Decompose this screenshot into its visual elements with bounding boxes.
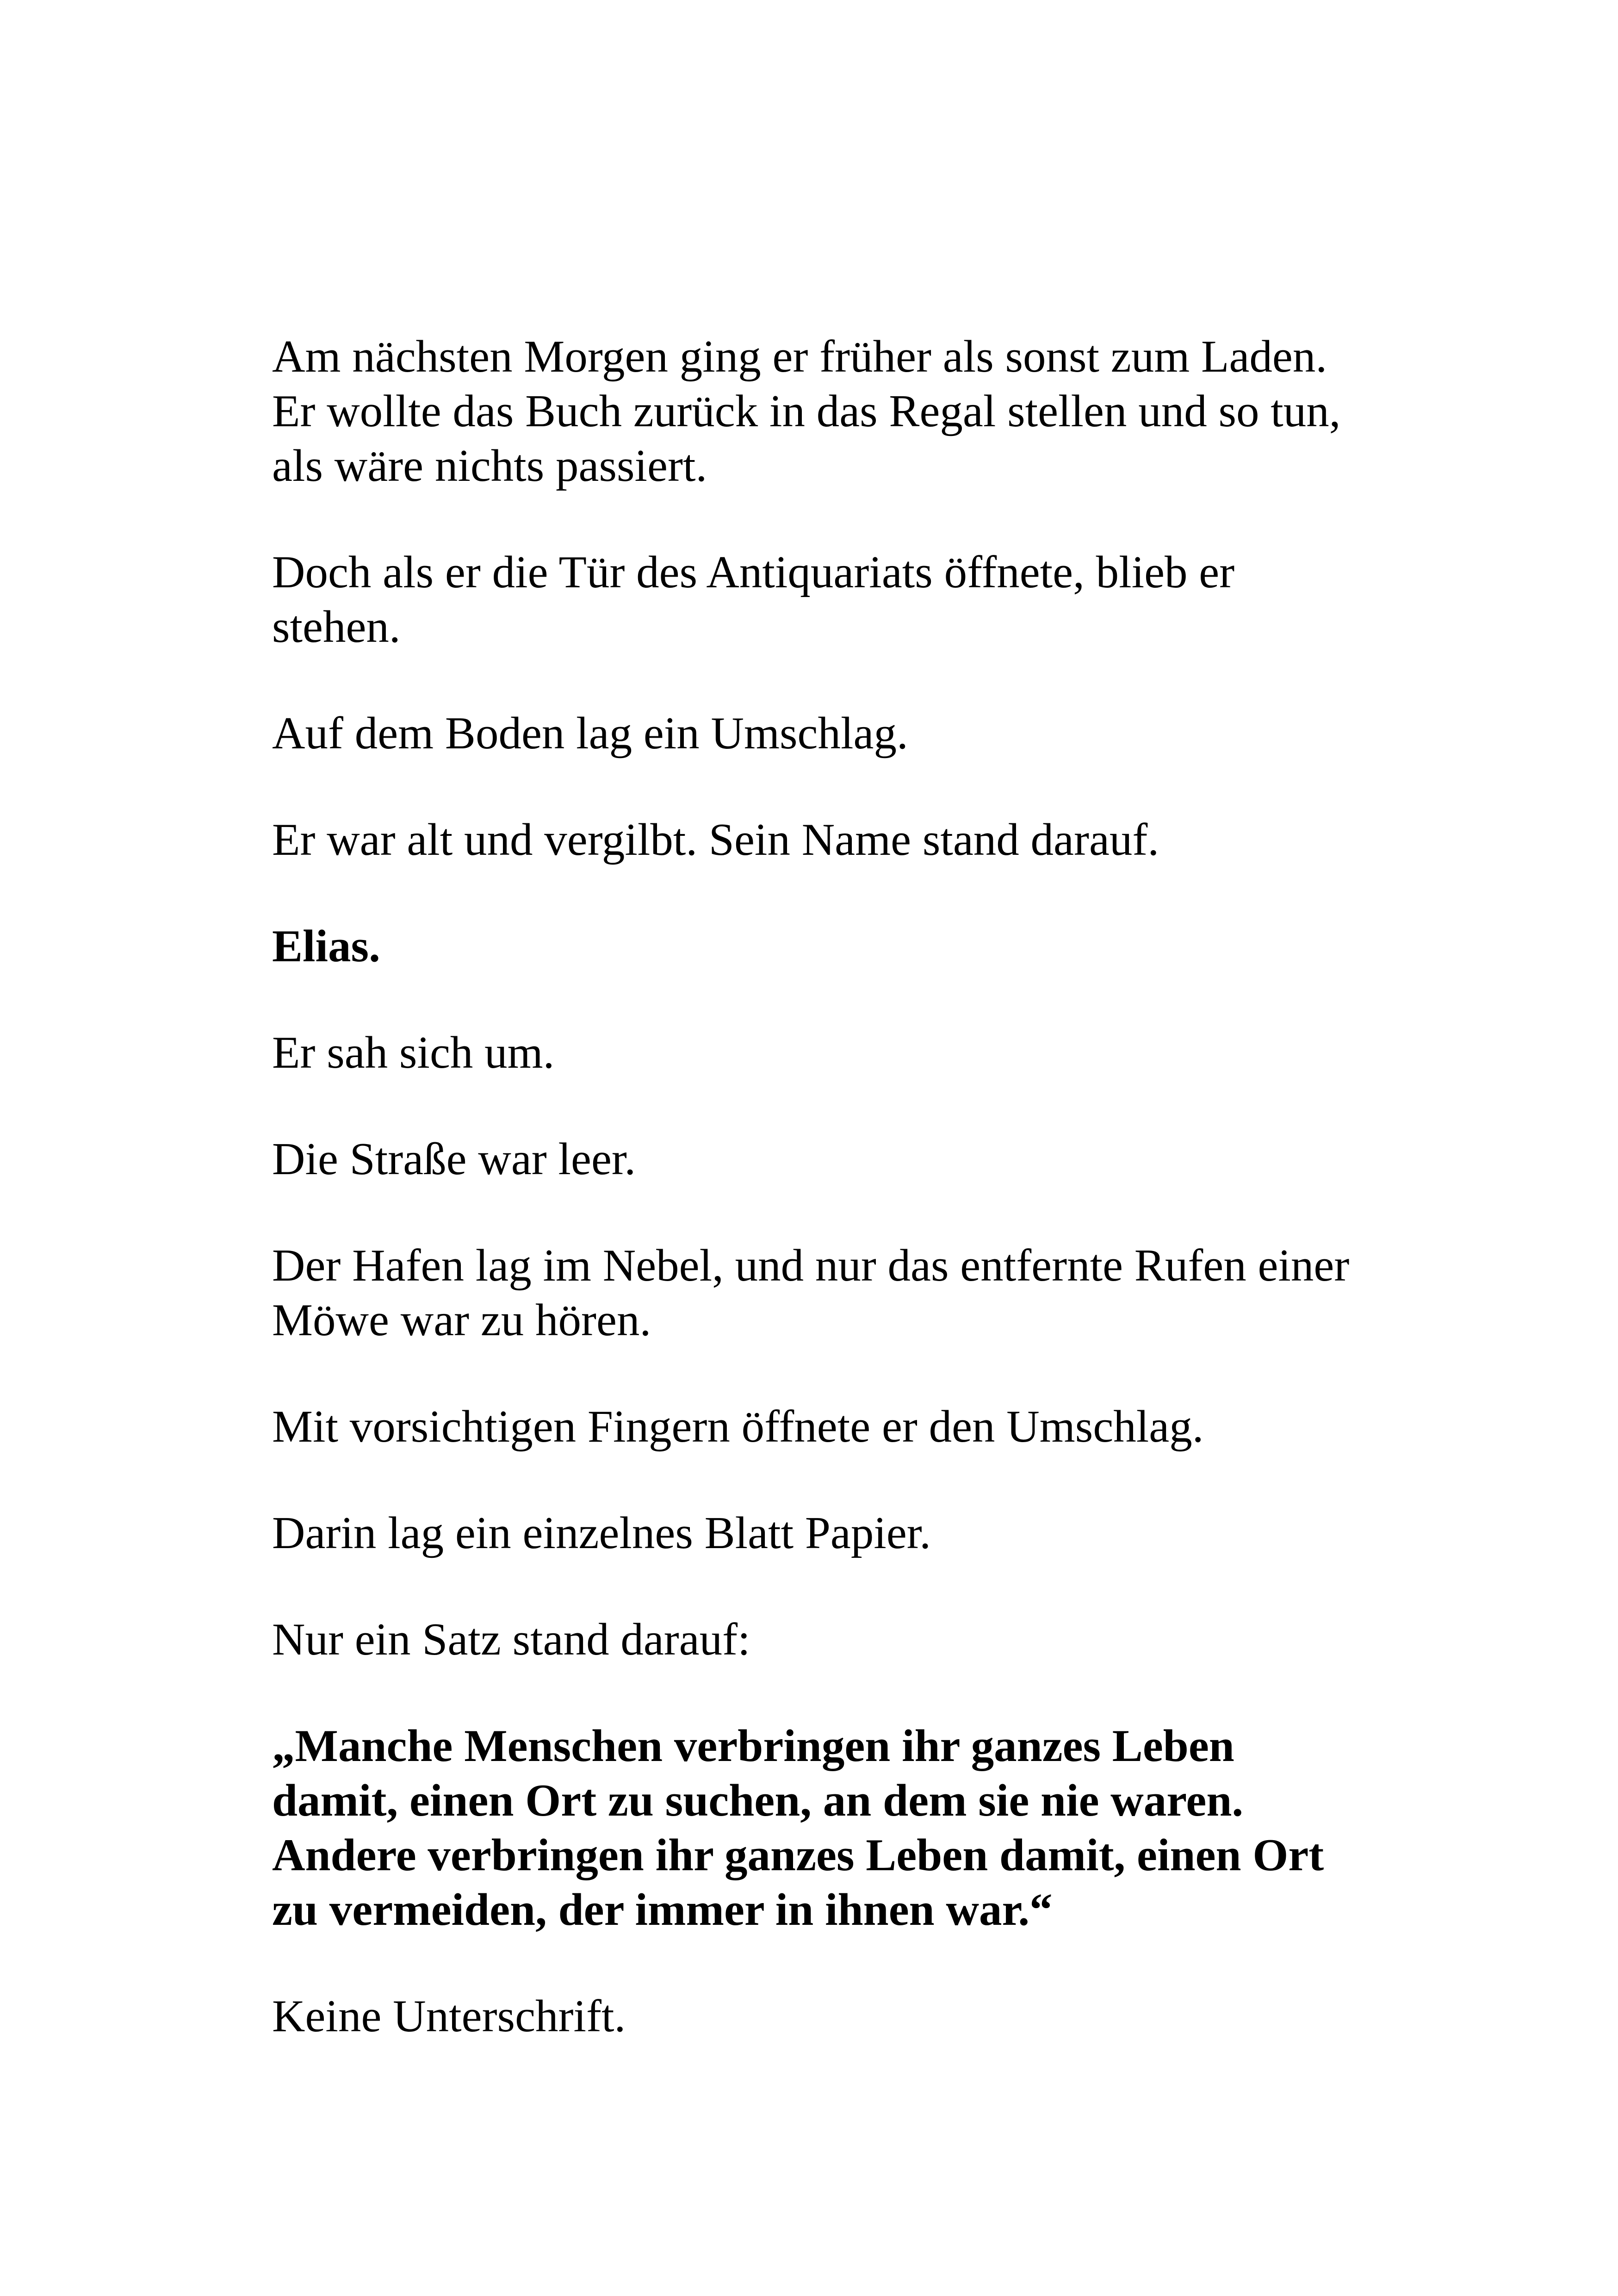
story-text: [272, 330, 1355, 2044]
paragraph-1: Am nächsten Morgen ging er früher als sonst zum Laden. Er wollte das Buch zurück in das Regal stellen und so tun, als wäre nichts passiert.: [272, 331, 1341, 491]
paragraph-10: Darin lag ein einzelnes Blatt Papier.: [272, 1508, 931, 1558]
paragraph-12-quote: „Manche Menschen verbringen ihr ganzes Leben damit, einen Ort zu suchen, an dem sie nie waren. Andere verbringen ihr ganzes Leben damit, einen Ort zu vermeiden, der immer in ihnen war.“: [272, 1721, 1324, 1935]
paragraph-4: Er war alt und vergilbt. Sein Name stand darauf.: [272, 815, 1159, 865]
paragraph-7: Die Straße war leer.: [272, 1134, 636, 1184]
paragraph-5-name: Elias.: [272, 921, 380, 971]
paragraph-2: Doch als er die Tür des Antiquariats öffnete, blieb er stehen.: [272, 547, 1235, 652]
paragraph-8: Der Hafen lag im Nebel, und nur das entfernte Rufen einer Möwe war zu hören.: [272, 1240, 1350, 1345]
paragraph-3: Auf dem Boden lag ein Umschlag.: [272, 708, 908, 759]
paragraph-13: Keine Unterschrift.: [272, 1991, 626, 2041]
paragraph-9: Mit vorsichtigen Fingern öffnete er den Umschlag.: [272, 1401, 1204, 1452]
paragraph-6: Er sah sich um.: [272, 1027, 555, 1078]
paragraph-11: Nur ein Satz stand darauf:: [272, 1614, 750, 1665]
